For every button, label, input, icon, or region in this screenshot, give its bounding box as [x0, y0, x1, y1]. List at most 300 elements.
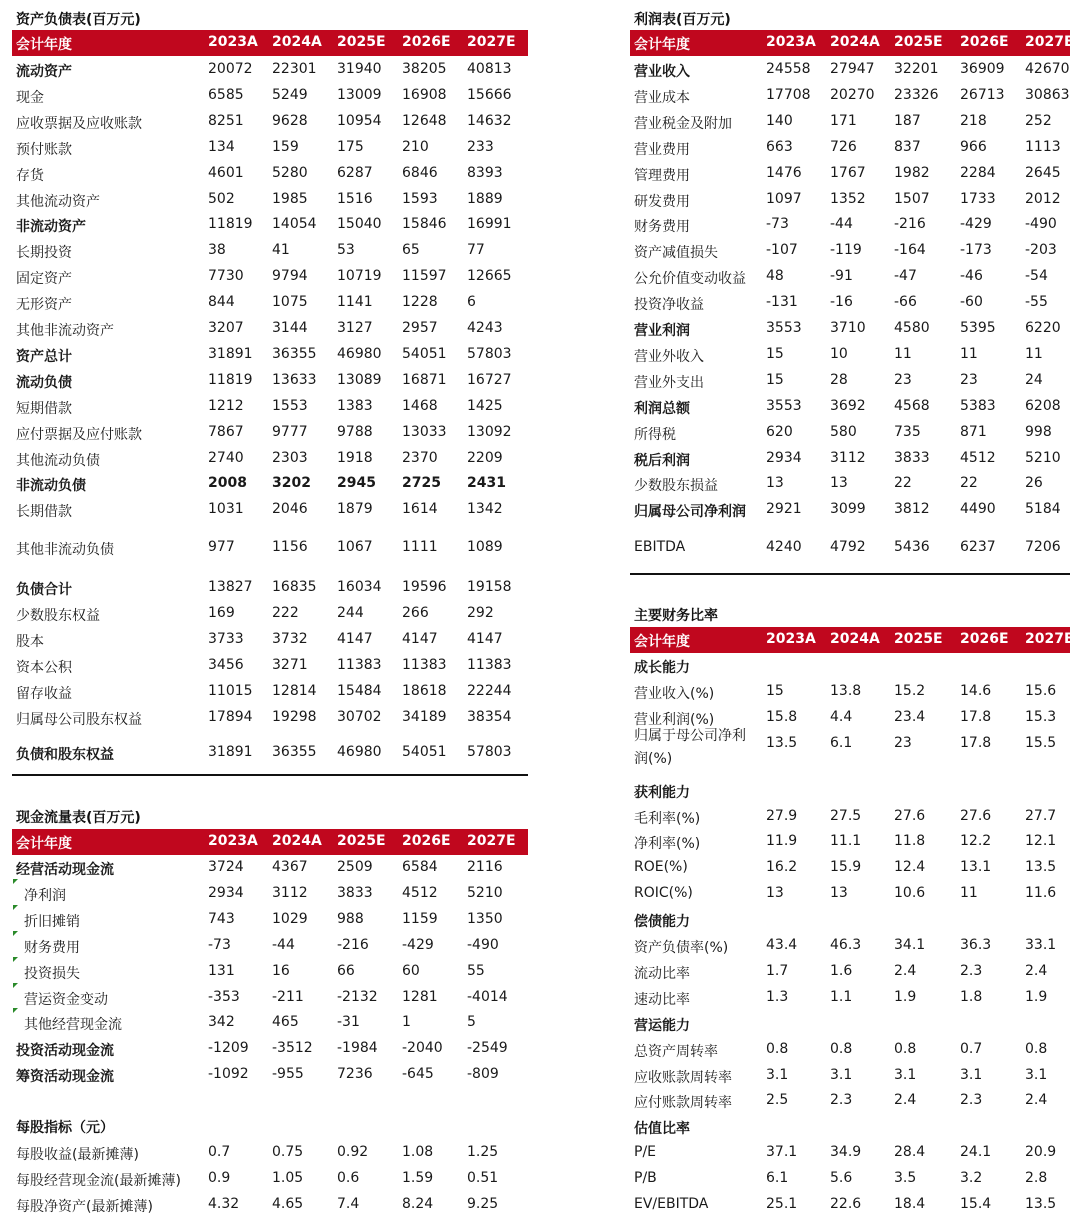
table-row: [12, 499, 528, 521]
table-header: [12, 30, 528, 56]
header-year: 2026E: [402, 34, 451, 50]
row-value: 16871: [402, 372, 447, 388]
header-year: 2026E: [402, 833, 451, 849]
row-value: 13.1: [960, 859, 992, 875]
row-value: -164: [894, 242, 926, 258]
row-value: 3127: [337, 320, 373, 336]
row-value: -46: [960, 268, 983, 284]
row-value: 34189: [402, 709, 447, 725]
row-value: 7867: [208, 424, 244, 440]
row-value: 5395: [960, 320, 996, 336]
row-value: -3512: [272, 1040, 313, 1056]
row-value: 13.5: [1025, 1196, 1057, 1212]
header-label: 会计年度: [634, 37, 690, 53]
row-value: 24558: [766, 61, 811, 77]
row-value: 187: [894, 113, 921, 129]
row-value: 9794: [272, 268, 308, 284]
header-year: 2027E: [1025, 631, 1074, 647]
row-value: 1.3: [766, 989, 789, 1005]
row-value: 3207: [208, 320, 244, 336]
row-label: 营业税金及附加: [634, 116, 732, 132]
row-label-line1: 归属于母公司净利: [634, 728, 746, 744]
header-year: 2025E: [337, 833, 386, 849]
row-value: 20072: [208, 61, 253, 77]
row-label: 毛利率(%): [634, 811, 701, 827]
table-row: [12, 266, 528, 288]
row-value: 1113: [1025, 139, 1061, 155]
row-value: 31891: [208, 744, 253, 760]
row-value: 1159: [402, 911, 438, 927]
row-value: -16: [830, 294, 853, 310]
row-value: 17708: [766, 87, 811, 103]
row-value: -809: [467, 1066, 499, 1082]
row-value: -2040: [402, 1040, 443, 1056]
cell-marker: [13, 1008, 18, 1013]
row-value: 1156: [272, 539, 308, 555]
header-year: 2023A: [208, 34, 258, 50]
row-value: 36355: [272, 744, 317, 760]
row-value: -645: [402, 1066, 434, 1082]
row-value: -60: [960, 294, 983, 310]
row-value: 15484: [337, 683, 382, 699]
row-value: 11383: [402, 657, 447, 673]
row-value: 0.7: [960, 1041, 983, 1057]
row-value: 735: [894, 424, 921, 440]
row-value: 26: [1025, 475, 1043, 491]
table-row: [630, 1013, 1070, 1035]
table-row: [12, 603, 528, 625]
table-row: [12, 909, 528, 931]
row-value: 998: [1025, 424, 1052, 440]
row-value: 2945: [337, 475, 376, 491]
row-value: -31: [337, 1014, 360, 1030]
row-value: 12665: [467, 268, 512, 284]
row-value: 65: [402, 242, 420, 258]
row-value: 0.7: [208, 1144, 231, 1160]
row-value: 1918: [337, 450, 373, 466]
row-value: 1228: [402, 294, 438, 310]
row-value: 1.9: [894, 989, 917, 1005]
row-label: 管理费用: [634, 168, 690, 184]
row-value: 2509: [337, 859, 373, 875]
row-value: 27.5: [830, 808, 862, 824]
table-row: [630, 1090, 1070, 1112]
row-value: 9628: [272, 113, 308, 129]
table-header: [630, 30, 1074, 56]
table-row: [12, 1064, 528, 1086]
row-label: 股本: [16, 634, 44, 650]
row-value: 342: [208, 1014, 235, 1030]
header-year: 2024A: [272, 34, 322, 50]
row-value: 22244: [467, 683, 512, 699]
row-value: 28.4: [894, 1144, 926, 1160]
row-label: 估值比率: [634, 1121, 690, 1137]
row-value: 11.9: [766, 833, 798, 849]
row-label: [634, 725, 746, 771]
table-row: [12, 1142, 528, 1164]
row-value: 871: [960, 424, 987, 440]
row-value: 22.6: [830, 1196, 862, 1212]
row-value: 8393: [467, 165, 503, 181]
row-value: 10.6: [894, 885, 926, 901]
row-value: -1092: [208, 1066, 249, 1082]
row-label: 应收票据及应收账款: [16, 116, 142, 132]
table-row: [630, 935, 1070, 957]
row-label: 负债合计: [16, 582, 72, 598]
row-value: 131: [208, 963, 235, 979]
section-bottom-rule: [630, 573, 1070, 575]
row-value: -66: [894, 294, 917, 310]
row-value: 1889: [467, 191, 503, 207]
row-value: 233: [467, 139, 494, 155]
row-label: 其他非流动资产: [16, 323, 114, 339]
row-value: 4792: [830, 539, 866, 555]
row-value: -47: [894, 268, 917, 284]
row-value: 2.3: [830, 1092, 853, 1108]
table-row: [630, 883, 1070, 905]
row-value: 4568: [894, 398, 930, 414]
row-value: 4.32: [208, 1196, 240, 1212]
table-row: [630, 370, 1070, 392]
row-value: 6584: [402, 859, 438, 875]
row-value: -107: [766, 242, 798, 258]
row-value: 11819: [208, 216, 253, 232]
row-value: 1.7: [766, 963, 789, 979]
table-row: [630, 1116, 1070, 1138]
row-value: -216: [337, 937, 369, 953]
row-value: 266: [402, 605, 429, 621]
row-value: -429: [402, 937, 434, 953]
row-value: 4580: [894, 320, 930, 336]
table-row: [630, 987, 1070, 1009]
row-label: EV/EBITDA: [634, 1196, 709, 1212]
row-value: 6: [467, 294, 476, 310]
table-row: [630, 422, 1070, 444]
table-row: [12, 857, 528, 879]
row-label: 其他流动资产: [16, 194, 100, 210]
header-year: 2025E: [894, 34, 943, 50]
row-label: 营运资金变动: [24, 992, 108, 1008]
table-row: [12, 987, 528, 1009]
table-row: [630, 831, 1070, 853]
table-row: [630, 537, 1070, 559]
header-year: 2027E: [1025, 34, 1074, 50]
cell-marker: [13, 879, 18, 884]
row-value: 1031: [208, 501, 244, 517]
row-value: 20270: [830, 87, 875, 103]
row-value: 19596: [402, 579, 447, 595]
header-year: 2027E: [467, 34, 516, 50]
row-value: 16835: [272, 579, 317, 595]
row-value: -2549: [467, 1040, 508, 1056]
row-label: 速动比率: [634, 992, 690, 1008]
row-label: 无形资产: [16, 297, 72, 313]
row-value: 15: [766, 346, 784, 362]
table-row: [630, 961, 1070, 983]
row-value: 0.9: [208, 1170, 231, 1186]
table-row: [630, 655, 1070, 677]
row-value: 465: [272, 1014, 299, 1030]
row-value: -4014: [467, 989, 508, 1005]
row-value: 4367: [272, 859, 308, 875]
row-value: 2370: [402, 450, 438, 466]
row-value: 140: [766, 113, 793, 129]
row-value: 57803: [467, 346, 512, 362]
row-label: 短期借款: [16, 401, 72, 417]
table-row: [12, 1194, 528, 1216]
row-value: 15666: [467, 87, 512, 103]
row-label: 经营活动现金流: [16, 862, 114, 878]
table-row: [630, 473, 1070, 495]
table-row: [12, 59, 528, 81]
table-row: [12, 629, 528, 651]
row-value: 23: [894, 735, 912, 751]
row-value: 1985: [272, 191, 308, 207]
row-value: 1141: [337, 294, 373, 310]
row-value: 13: [830, 885, 848, 901]
row-value: 40813: [467, 61, 512, 77]
row-value: 844: [208, 294, 235, 310]
row-value: 22: [960, 475, 978, 491]
row-value: 3112: [272, 885, 308, 901]
row-value: -91: [830, 268, 853, 284]
row-value: 1468: [402, 398, 438, 414]
section-title: 利润表(百万元): [634, 12, 731, 28]
row-value: 6208: [1025, 398, 1061, 414]
row-label: 固定资产: [16, 271, 72, 287]
row-value: 15040: [337, 216, 382, 232]
row-value: 11.6: [1025, 885, 1057, 901]
row-label: 负债和股东权益: [16, 747, 114, 763]
row-label: 现金: [16, 90, 44, 106]
row-value: 1.59: [402, 1170, 434, 1186]
row-value: 46980: [337, 744, 382, 760]
row-label: 净利润: [24, 888, 66, 904]
row-value: 33.1: [1025, 937, 1057, 953]
row-value: 2008: [208, 475, 247, 491]
row-value: 6220: [1025, 320, 1061, 336]
row-value: 3.1: [960, 1067, 983, 1083]
row-value: -44: [830, 216, 853, 232]
table-row: [12, 1038, 528, 1060]
table-row: [630, 59, 1070, 81]
row-value: 6.1: [766, 1170, 789, 1186]
table-row: [630, 857, 1070, 879]
row-value: 1383: [337, 398, 373, 414]
row-value: 2284: [960, 165, 996, 181]
row-value: 1.25: [467, 1144, 499, 1160]
row-label: 资产负债率(%): [634, 940, 729, 956]
row-value: 1507: [894, 191, 930, 207]
row-label: 利润总额: [634, 401, 690, 417]
row-label: 投资损失: [24, 966, 80, 982]
table-row: [12, 422, 528, 444]
table-row: [630, 292, 1070, 314]
row-value: 27.7: [1025, 808, 1057, 824]
row-value: 3833: [894, 450, 930, 466]
row-value: 1075: [272, 294, 308, 310]
row-value: 57803: [467, 744, 512, 760]
row-value: 5280: [272, 165, 308, 181]
row-value: 16.2: [766, 859, 798, 875]
table-row: [12, 292, 528, 314]
row-label: 财务费用: [24, 940, 80, 956]
row-value: 0.8: [894, 1041, 917, 1057]
section-title: 每股指标（元）: [16, 1120, 114, 1136]
row-value: 0.51: [467, 1170, 499, 1186]
section-title: 资产负债表(百万元): [16, 12, 141, 28]
table-row: [630, 266, 1070, 288]
row-value: 26713: [960, 87, 1005, 103]
row-label: P/E: [634, 1144, 657, 1160]
row-value: -73: [208, 937, 231, 953]
row-value: 663: [766, 139, 793, 155]
table-row: [12, 742, 528, 764]
cell-marker: [13, 905, 18, 910]
row-value: 0.8: [1025, 1041, 1048, 1057]
row-value: 4147: [467, 631, 503, 647]
row-value: 3724: [208, 859, 244, 875]
row-value: 2.5: [766, 1092, 789, 1108]
table-row: [630, 1168, 1070, 1190]
row-value: 13633: [272, 372, 317, 388]
row-value: 3553: [766, 320, 802, 336]
table-row: [12, 655, 528, 677]
row-label: 流动负债: [16, 375, 72, 391]
row-value: 16034: [337, 579, 382, 595]
row-label: 营运能力: [634, 1018, 690, 1034]
row-label-line2: 润(%): [634, 751, 673, 767]
row-label: 长期投资: [16, 245, 72, 261]
row-value: 3456: [208, 657, 244, 673]
table-row: [12, 681, 528, 703]
header-year: 2025E: [337, 34, 386, 50]
row-value: 2725: [402, 475, 441, 491]
table-row: [630, 189, 1070, 211]
row-value: -1984: [337, 1040, 378, 1056]
row-label: 流动资产: [16, 64, 72, 80]
row-value: 2934: [208, 885, 244, 901]
row-value: 1.1: [830, 989, 853, 1005]
row-value: 2.3: [960, 963, 983, 979]
row-value: 54051: [402, 346, 447, 362]
row-value: 966: [960, 139, 987, 155]
row-value: 3733: [208, 631, 244, 647]
row-label: 长期借款: [16, 504, 72, 520]
row-value: 4490: [960, 501, 996, 517]
row-value: 11015: [208, 683, 253, 699]
table-row: [12, 961, 528, 983]
row-value: 11: [894, 346, 912, 362]
row-value: 3112: [830, 450, 866, 466]
row-value: 13: [766, 885, 784, 901]
table-row: [12, 214, 528, 236]
row-value: 222: [272, 605, 299, 621]
row-value: 726: [830, 139, 857, 155]
row-value: 1.8: [960, 989, 983, 1005]
row-value: 38354: [467, 709, 512, 725]
row-label: 其他经营现金流: [24, 1017, 122, 1033]
row-value: 620: [766, 424, 793, 440]
row-value: 34.9: [830, 1144, 862, 1160]
row-label: 公允价值变动收益: [634, 271, 746, 287]
row-value: 3732: [272, 631, 308, 647]
row-value: 2921: [766, 501, 802, 517]
row-label: 投资净收益: [634, 297, 704, 313]
table-row: [630, 1194, 1070, 1216]
header-label: 会计年度: [634, 634, 690, 650]
row-value: 15.5: [1025, 735, 1057, 751]
table-header: [630, 627, 1074, 653]
row-value: 14054: [272, 216, 317, 232]
row-value: 25.1: [766, 1196, 798, 1212]
table-row: [12, 240, 528, 262]
table-row: [630, 806, 1070, 828]
row-value: 43.4: [766, 937, 798, 953]
row-value: 14632: [467, 113, 512, 129]
row-value: 2934: [766, 450, 802, 466]
row-label: 预付账款: [16, 142, 72, 158]
row-value: 54051: [402, 744, 447, 760]
row-value: 10719: [337, 268, 382, 284]
row-label: 营业费用: [634, 142, 690, 158]
row-value: -119: [830, 242, 862, 258]
row-label: 资本公积: [16, 660, 72, 676]
row-value: 15846: [402, 216, 447, 232]
row-value: 1879: [337, 501, 373, 517]
row-value: 13.8: [830, 683, 862, 699]
row-value: 13092: [467, 424, 512, 440]
row-value: 15.8: [766, 709, 798, 725]
row-label: ROIC(%): [634, 885, 693, 901]
row-value: 46.3: [830, 937, 862, 953]
row-value: -490: [467, 937, 499, 953]
row-label: 少数股东损益: [634, 478, 718, 494]
table-row: [12, 1012, 528, 1034]
row-value: 4.65: [272, 1196, 304, 1212]
row-value: 3812: [894, 501, 930, 517]
row-label: 归属母公司股东权益: [16, 712, 142, 728]
row-value: -73: [766, 216, 789, 232]
row-value: 32201: [894, 61, 939, 77]
table-row: [630, 1065, 1070, 1087]
row-value: 1.08: [402, 1144, 434, 1160]
table-header: [12, 829, 528, 855]
row-value: 2116: [467, 859, 503, 875]
row-label: 营业利润(%): [634, 712, 715, 728]
row-value: 1982: [894, 165, 930, 181]
row-value: 27.9: [766, 808, 798, 824]
row-value: 36909: [960, 61, 1005, 77]
row-value: 11.8: [894, 833, 926, 849]
row-value: 4147: [337, 631, 373, 647]
row-value: 34.1: [894, 937, 926, 953]
row-value: 15.9: [830, 859, 862, 875]
row-label: 少数股东权益: [16, 608, 100, 624]
table-row: [630, 728, 1070, 767]
row-label: 获利能力: [634, 785, 690, 801]
row-value: 5383: [960, 398, 996, 414]
row-label: 总资产周转率: [634, 1044, 718, 1060]
row-value: 12814: [272, 683, 317, 699]
row-value: 66: [337, 963, 355, 979]
row-value: 12.1: [1025, 833, 1057, 849]
table-row: [12, 163, 528, 185]
table-row: [12, 1168, 528, 1190]
table-row: [12, 448, 528, 470]
row-value: 2209: [467, 450, 503, 466]
row-value: 55: [467, 963, 485, 979]
